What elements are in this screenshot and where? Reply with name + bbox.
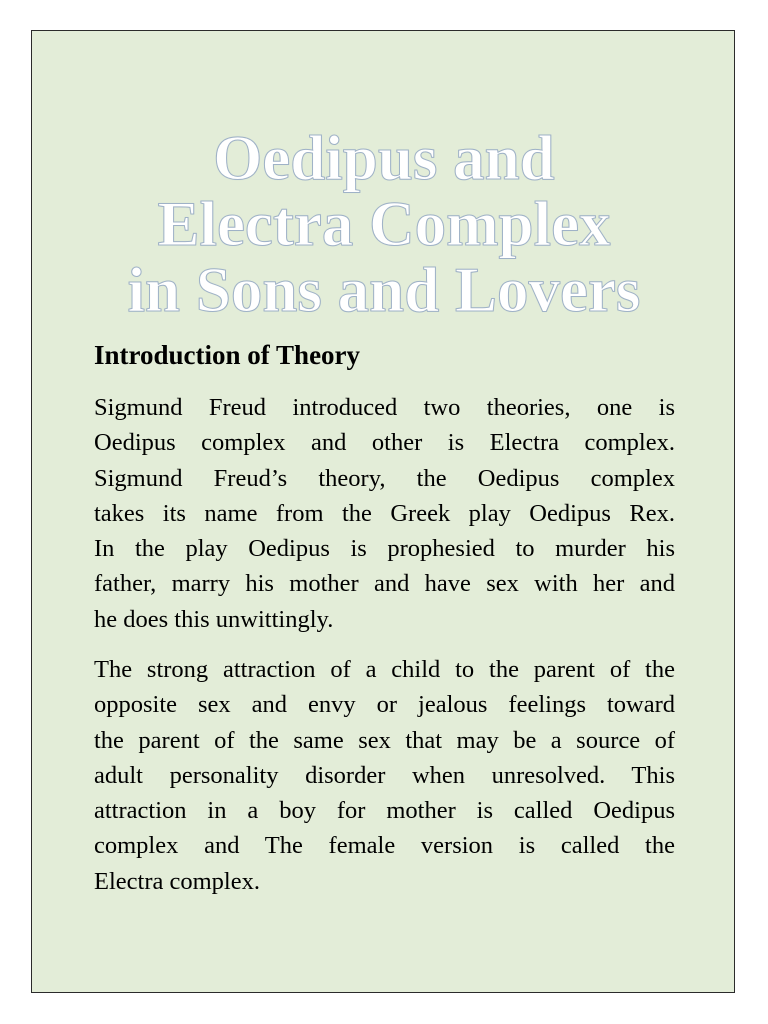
text-line: complex and The female version is called the (94, 832, 675, 860)
text-line: attraction in a boy for mother is called Oedipus (94, 797, 675, 825)
text-line: Electra complex. (94, 867, 260, 895)
text-line: The strong attraction of a child to the parent of the (94, 656, 675, 683)
text-line: adult personality disorder when unresolved. This (94, 761, 675, 789)
text-line: In the play Oedipus is prophesied to murder his (94, 535, 675, 563)
text-line: Sigmund Freud introduced two theories, one is (94, 394, 675, 421)
section-heading: Introduction of Theory (94, 340, 361, 370)
text-line: Oedipus complex and other is Electra complex. (94, 429, 675, 457)
document-page (31, 30, 735, 993)
paragraph-2 (94, 652, 675, 899)
title-line: Oedipus and (213, 123, 555, 193)
title-line: in Sons and Lovers (127, 255, 641, 325)
paragraph-1 (94, 390, 675, 637)
text-line: the parent of the same sex that may be a source of (94, 726, 675, 754)
text-line: Sigmund Freud’s theory, the Oedipus complex (94, 464, 675, 492)
title-line: Electra Complex (157, 189, 611, 259)
text-line: father, marry his mother and have sex with her and (94, 570, 675, 598)
text-line: takes its name from the Greek play Oedipus Rex. (94, 499, 675, 527)
text-line: he does this unwittingly. (94, 605, 334, 633)
document-title (32, 125, 736, 323)
text-line: opposite sex and envy or jealous feelings toward (94, 691, 675, 719)
